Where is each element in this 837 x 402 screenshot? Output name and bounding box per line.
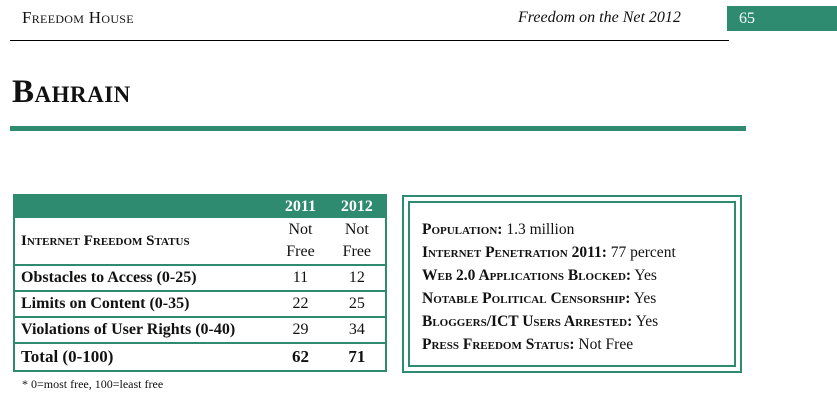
page-number: 65 [727,6,837,31]
status-2012-line1: Not [344,221,369,238]
fact-label: Notable Political Censorship: [422,290,631,307]
fact-label: Population: [422,221,503,238]
row-value-2011: 29 [272,317,328,343]
freedom-status-table [13,194,387,372]
fact-label: Internet Penetration 2011: [422,244,607,261]
fact-value: Yes [634,267,657,284]
fact-value: Yes [635,313,659,330]
country-title: Bahrain [12,74,131,110]
status-2011-line1: Not [288,221,313,238]
report-title: Freedom on the Net 2012 [518,9,681,26]
year-2011-header: 2011 [272,195,328,218]
fact-political-censorship [422,287,734,310]
fact-users-arrested [422,310,734,333]
fact-value: 77 percent [610,244,676,261]
row-value-2012: 34 [329,317,386,343]
row-value-2012: 12 [329,265,386,291]
fact-value: 1.3 million [506,221,575,238]
table-row [14,265,386,291]
key-facts-box [402,195,742,373]
title-rule [10,126,746,131]
table-row [14,317,386,343]
table-footnote: * 0=most free, 100=least free [22,377,164,391]
total-2011: 62 [291,347,309,366]
fact-population [422,218,734,241]
table-row [14,291,386,317]
fact-internet-penetration [422,241,734,264]
year-header-blank [14,195,272,218]
status-2012-line2: Free [342,243,372,260]
fact-label: Press Freedom Status: [422,336,575,353]
status-row [14,218,386,265]
total-label: Total (0-100) [21,347,114,366]
total-row [14,343,386,371]
row-label: Violations of User Rights (0-40) [14,317,272,343]
status-2012 [329,218,386,265]
fact-label: Web 2.0 Applications Blocked: [422,267,632,284]
status-2011-line2: Free [286,243,315,260]
fact-value: Yes [633,290,657,307]
fact-label: Bloggers/ICT Users Arrested: [422,313,633,330]
status-label: Internet Freedom Status [14,218,272,265]
fact-value: Not Free [578,336,634,353]
key-facts-inner [408,201,736,367]
publisher-name: Freedom House [22,8,134,27]
header-rule [10,40,729,41]
total-2012: 71 [348,347,366,366]
row-label: Limits on Content (0-35) [14,291,272,317]
row-value-2011: 22 [272,291,328,317]
row-label: Obstacles to Access (0-25) [14,265,272,291]
status-2011 [272,218,328,265]
row-value-2011: 11 [272,265,328,291]
year-header-row [14,195,386,218]
fact-press-freedom [422,333,734,356]
row-value-2012: 25 [329,291,386,317]
fact-web20-blocked [422,264,734,287]
year-2012-header: 2012 [329,195,386,218]
